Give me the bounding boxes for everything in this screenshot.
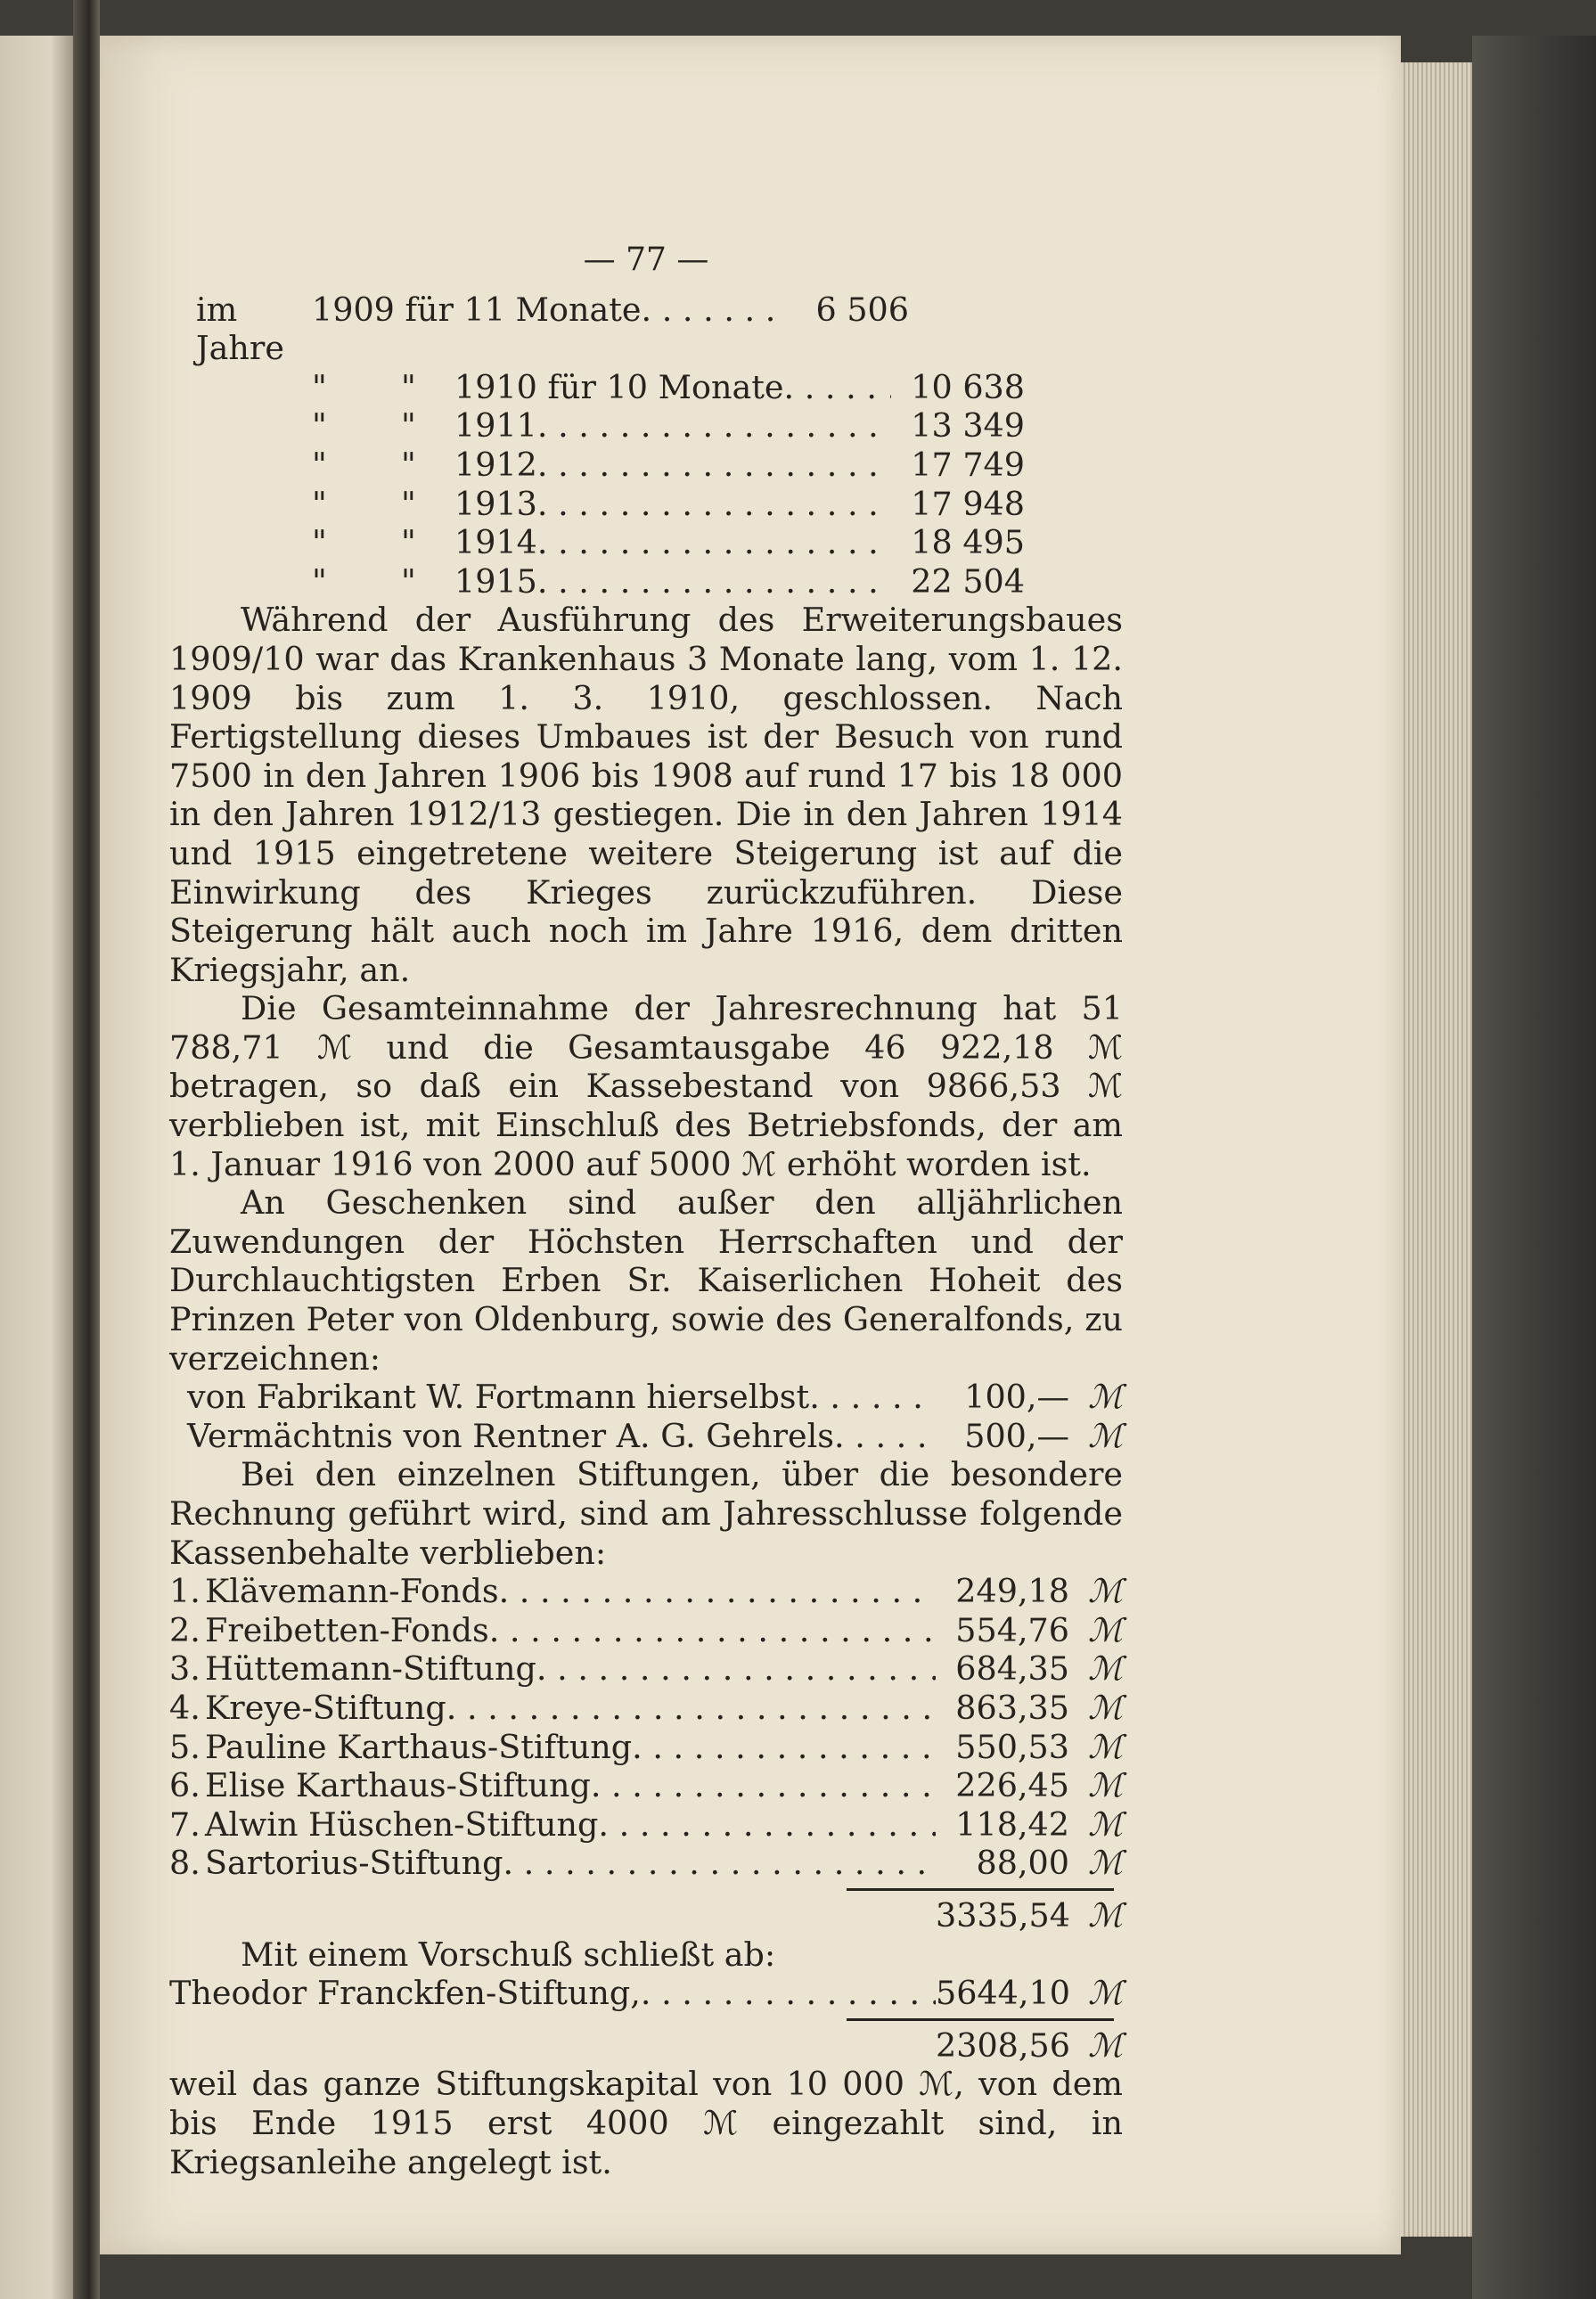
book-gutter (73, 0, 100, 2299)
fund-amount: 554,76 (955, 1610, 1069, 1649)
fund-list (169, 1572, 1123, 1883)
leader-dots (536, 1649, 936, 1689)
leader-dots (598, 1805, 936, 1845)
paragraph: weil das ganze Stiftungskapital von 10 000 ℳ, von dem bis Ende 1915 erst 4000 ℳ eingezahlt sind, in Kriegsanleihe angelegt ist. (169, 2065, 1123, 2181)
fund-row (169, 1766, 1123, 1805)
leader-dots (537, 446, 891, 485)
fund-row (169, 1728, 1123, 1767)
fund-amount: 684,35 (955, 1649, 1069, 1689)
currency-sign: ℳ (1087, 1844, 1123, 1883)
fund-number: 2. (169, 1610, 201, 1649)
page-edges (1401, 62, 1472, 2237)
currency-sign: ℳ (1087, 1610, 1123, 1649)
currency-sign: ℳ (1087, 1974, 1123, 2013)
bequest-list (169, 1378, 1123, 1455)
ditto-mark: " (312, 406, 327, 446)
fund-number: 4. (169, 1688, 201, 1727)
leader-dots (834, 1417, 936, 1456)
visitor-row (196, 290, 909, 368)
visitor-label: 1914 (454, 523, 537, 562)
visitor-row (312, 446, 1025, 485)
leader-dots (537, 406, 891, 446)
advance-result-amount: 2308,56 (936, 2025, 1070, 2065)
fund-label: Sartorius-Stiftung (205, 1844, 503, 1883)
fund-label: Freibetten-Fonds (205, 1610, 489, 1649)
leader-dots (784, 368, 892, 407)
visitor-value: 6 506 (815, 290, 909, 329)
ditto-mark: " (401, 367, 416, 406)
page-content (169, 241, 1123, 2181)
leader-dots (591, 1766, 936, 1805)
ditto-mark: " (401, 406, 416, 446)
visitor-label: 1913 (454, 484, 537, 523)
sum-rule (847, 2018, 1114, 2021)
fund-label: Kreye-Stiftung (205, 1688, 446, 1727)
visitor-value: 22 504 (911, 561, 1025, 601)
visitor-table (169, 290, 1123, 601)
bequest-amount: 500,— (964, 1416, 1069, 1455)
funds-total-amount: 3335,54 (936, 1895, 1070, 1935)
page-number: — 77 — (583, 241, 709, 278)
fund-amount: 226,45 (955, 1766, 1069, 1805)
ditto-mark: " (312, 367, 327, 406)
leader-dots (489, 1611, 936, 1650)
leader-dots (809, 1378, 936, 1417)
fund-row (169, 1805, 1123, 1845)
visitor-row (312, 368, 1025, 407)
visitor-label: 1910 für 10 Monate (454, 367, 784, 406)
currency-sign: ℳ (1087, 1688, 1123, 1727)
currency-sign: ℳ (1087, 1649, 1123, 1689)
currency-sign: ℳ (1087, 1572, 1123, 1611)
ditto-mark: " (312, 445, 327, 484)
bequest-label: Vermächtnis von Rentner A. G. Gehrels (187, 1416, 835, 1455)
ditto-mark: " (401, 561, 416, 601)
visitor-value: 13 349 (911, 406, 1025, 446)
advance-row (169, 1974, 1123, 2013)
currency-sign: ℳ (1087, 1804, 1123, 1844)
fund-number: 6. (169, 1766, 201, 1805)
fund-amount: 118,42 (955, 1804, 1069, 1844)
ditto-mark: " (312, 484, 327, 523)
visitor-row (312, 523, 1025, 562)
fund-label: Hüttemann-Stiftung (205, 1649, 536, 1689)
visitor-label: 1909 für 11 Monate (312, 290, 642, 329)
fund-row (169, 1649, 1123, 1689)
fund-row (169, 1611, 1123, 1650)
visitor-prefix: im Jahre (196, 290, 284, 368)
ditto-mark: " (312, 561, 327, 601)
fund-label: Pauline Karthaus-Stiftung (205, 1727, 633, 1766)
currency-sign: ℳ (1087, 2025, 1123, 2065)
fund-row (169, 1844, 1123, 1883)
bequest-label: von Fabrikant W. Fortmann hierselbst (187, 1378, 810, 1417)
fund-number: 1. (169, 1572, 201, 1611)
visitor-label: 1911 (454, 406, 537, 446)
visitor-value: 17 948 (911, 484, 1025, 523)
book-cover (1472, 36, 1596, 2299)
advance-amount: 5644,10 (936, 1974, 1070, 2013)
leader-dots (537, 485, 891, 524)
fund-number: 3. (169, 1649, 201, 1689)
fund-label: Klävemann-Fonds (205, 1572, 499, 1611)
fund-amount: 88,00 (976, 1844, 1069, 1883)
currency-sign: ℳ (1087, 1766, 1123, 1805)
fund-row (169, 1572, 1123, 1611)
fund-label: Alwin Hüschen-Stiftung (205, 1804, 599, 1844)
visitor-value: 18 495 (911, 523, 1025, 562)
visitor-row (312, 406, 1025, 446)
fund-amount: 550,53 (955, 1727, 1069, 1766)
leader-dots (446, 1689, 936, 1728)
fund-number: 8. (169, 1844, 201, 1883)
visitor-label: 1912 (454, 445, 537, 484)
sum-rule (847, 1888, 1114, 1891)
bequest-row (169, 1417, 1123, 1456)
fund-label: Elise Karthaus-Stiftung (205, 1766, 591, 1805)
visitor-row (312, 485, 1025, 524)
visitor-row (312, 562, 1025, 601)
currency-sign: ℳ (1087, 1727, 1123, 1766)
leader-dots (503, 1844, 936, 1883)
leader-dots (632, 1728, 936, 1767)
paragraph: Bei den einzelnen Stiftungen, über die besondere Rechnung geführt wird, sind am Jahresschlusse folgende Kassenbehalte verblieben: (169, 1455, 1123, 1572)
paragraph: Während der Ausführung des Erweiterungsbaues 1909/10 war das Krankenhaus 3 Monate lang, vom 1. 12. 1909 bis zum 1. 3. 1910, geschlossen. Nach Fertigstellung dieses Umbaues ist der Besuch von rund 7500 in den Jahren 1906 bis 1908 auf rund 17 bis 18 000 in den Jahren 1912/13 gestiegen. Die in den Jahren 1914 und 1915 eingetretene weitere Steigerung ist auf die Einwirkung des Krieges zurückzuführen. Diese Steigerung hält auch noch im Jahre 1916, dem dritten Kriegsjahr, an. (169, 601, 1123, 989)
currency-sign: ℳ (1087, 1416, 1123, 1455)
visitor-value: 17 749 (911, 445, 1025, 484)
paragraph: An Geschenken sind außer den alljährlichen Zuwendungen der Höchsten Herrschaften und der Durchlauchtigsten Erben Sr. Kaiserlichen Hoheit des Prinzen Peter von Oldenburg, sowie des Generalfonds, zu verzeichnen: (169, 1183, 1123, 1378)
funds-total-row (169, 1896, 1123, 1935)
leader-dots (537, 562, 891, 601)
leader-dots (642, 290, 776, 330)
currency-sign: ℳ (1087, 1378, 1123, 1417)
advance-intro: Mit einem Vorschuß schließt ab: (241, 1935, 776, 1974)
advance-result-row (169, 2026, 1123, 2066)
visitor-label: 1915 (454, 561, 537, 601)
ditto-mark: " (312, 523, 327, 562)
fund-amount: 863,35 (955, 1688, 1069, 1727)
ditto-mark: " (401, 484, 416, 523)
currency-sign: ℳ (1087, 1895, 1123, 1935)
leader-dots (499, 1572, 936, 1611)
left-page-edge (0, 36, 73, 2299)
leader-dots (537, 523, 891, 562)
fund-row (169, 1689, 1123, 1728)
bequest-amount: 100,— (964, 1378, 1069, 1417)
fund-number: 5. (169, 1727, 201, 1766)
visitor-value: 10 638 (911, 367, 1025, 406)
leader-dots (641, 1974, 936, 2013)
fund-number: 7. (169, 1804, 201, 1844)
ditto-mark: " (401, 445, 416, 484)
paragraph: Die Gesamteinnahme der Jahresrechnung hat 51 788,71 ℳ und die Gesamtausgabe 46 922,18 ℳ betragen, so daß ein Kassebestand von 9866,53 ℳ verblieben ist, mit Einschluß des Betriebsfonds, der am 1. Januar 1916 von 2000 auf 5000 ℳ erhöht worden ist. (169, 989, 1123, 1183)
advance-label: Theodor Franckfen-Stiftung, (169, 1974, 641, 2013)
ditto-mark: " (401, 523, 416, 562)
fund-amount: 249,18 (955, 1572, 1069, 1611)
bequest-row (169, 1378, 1123, 1417)
